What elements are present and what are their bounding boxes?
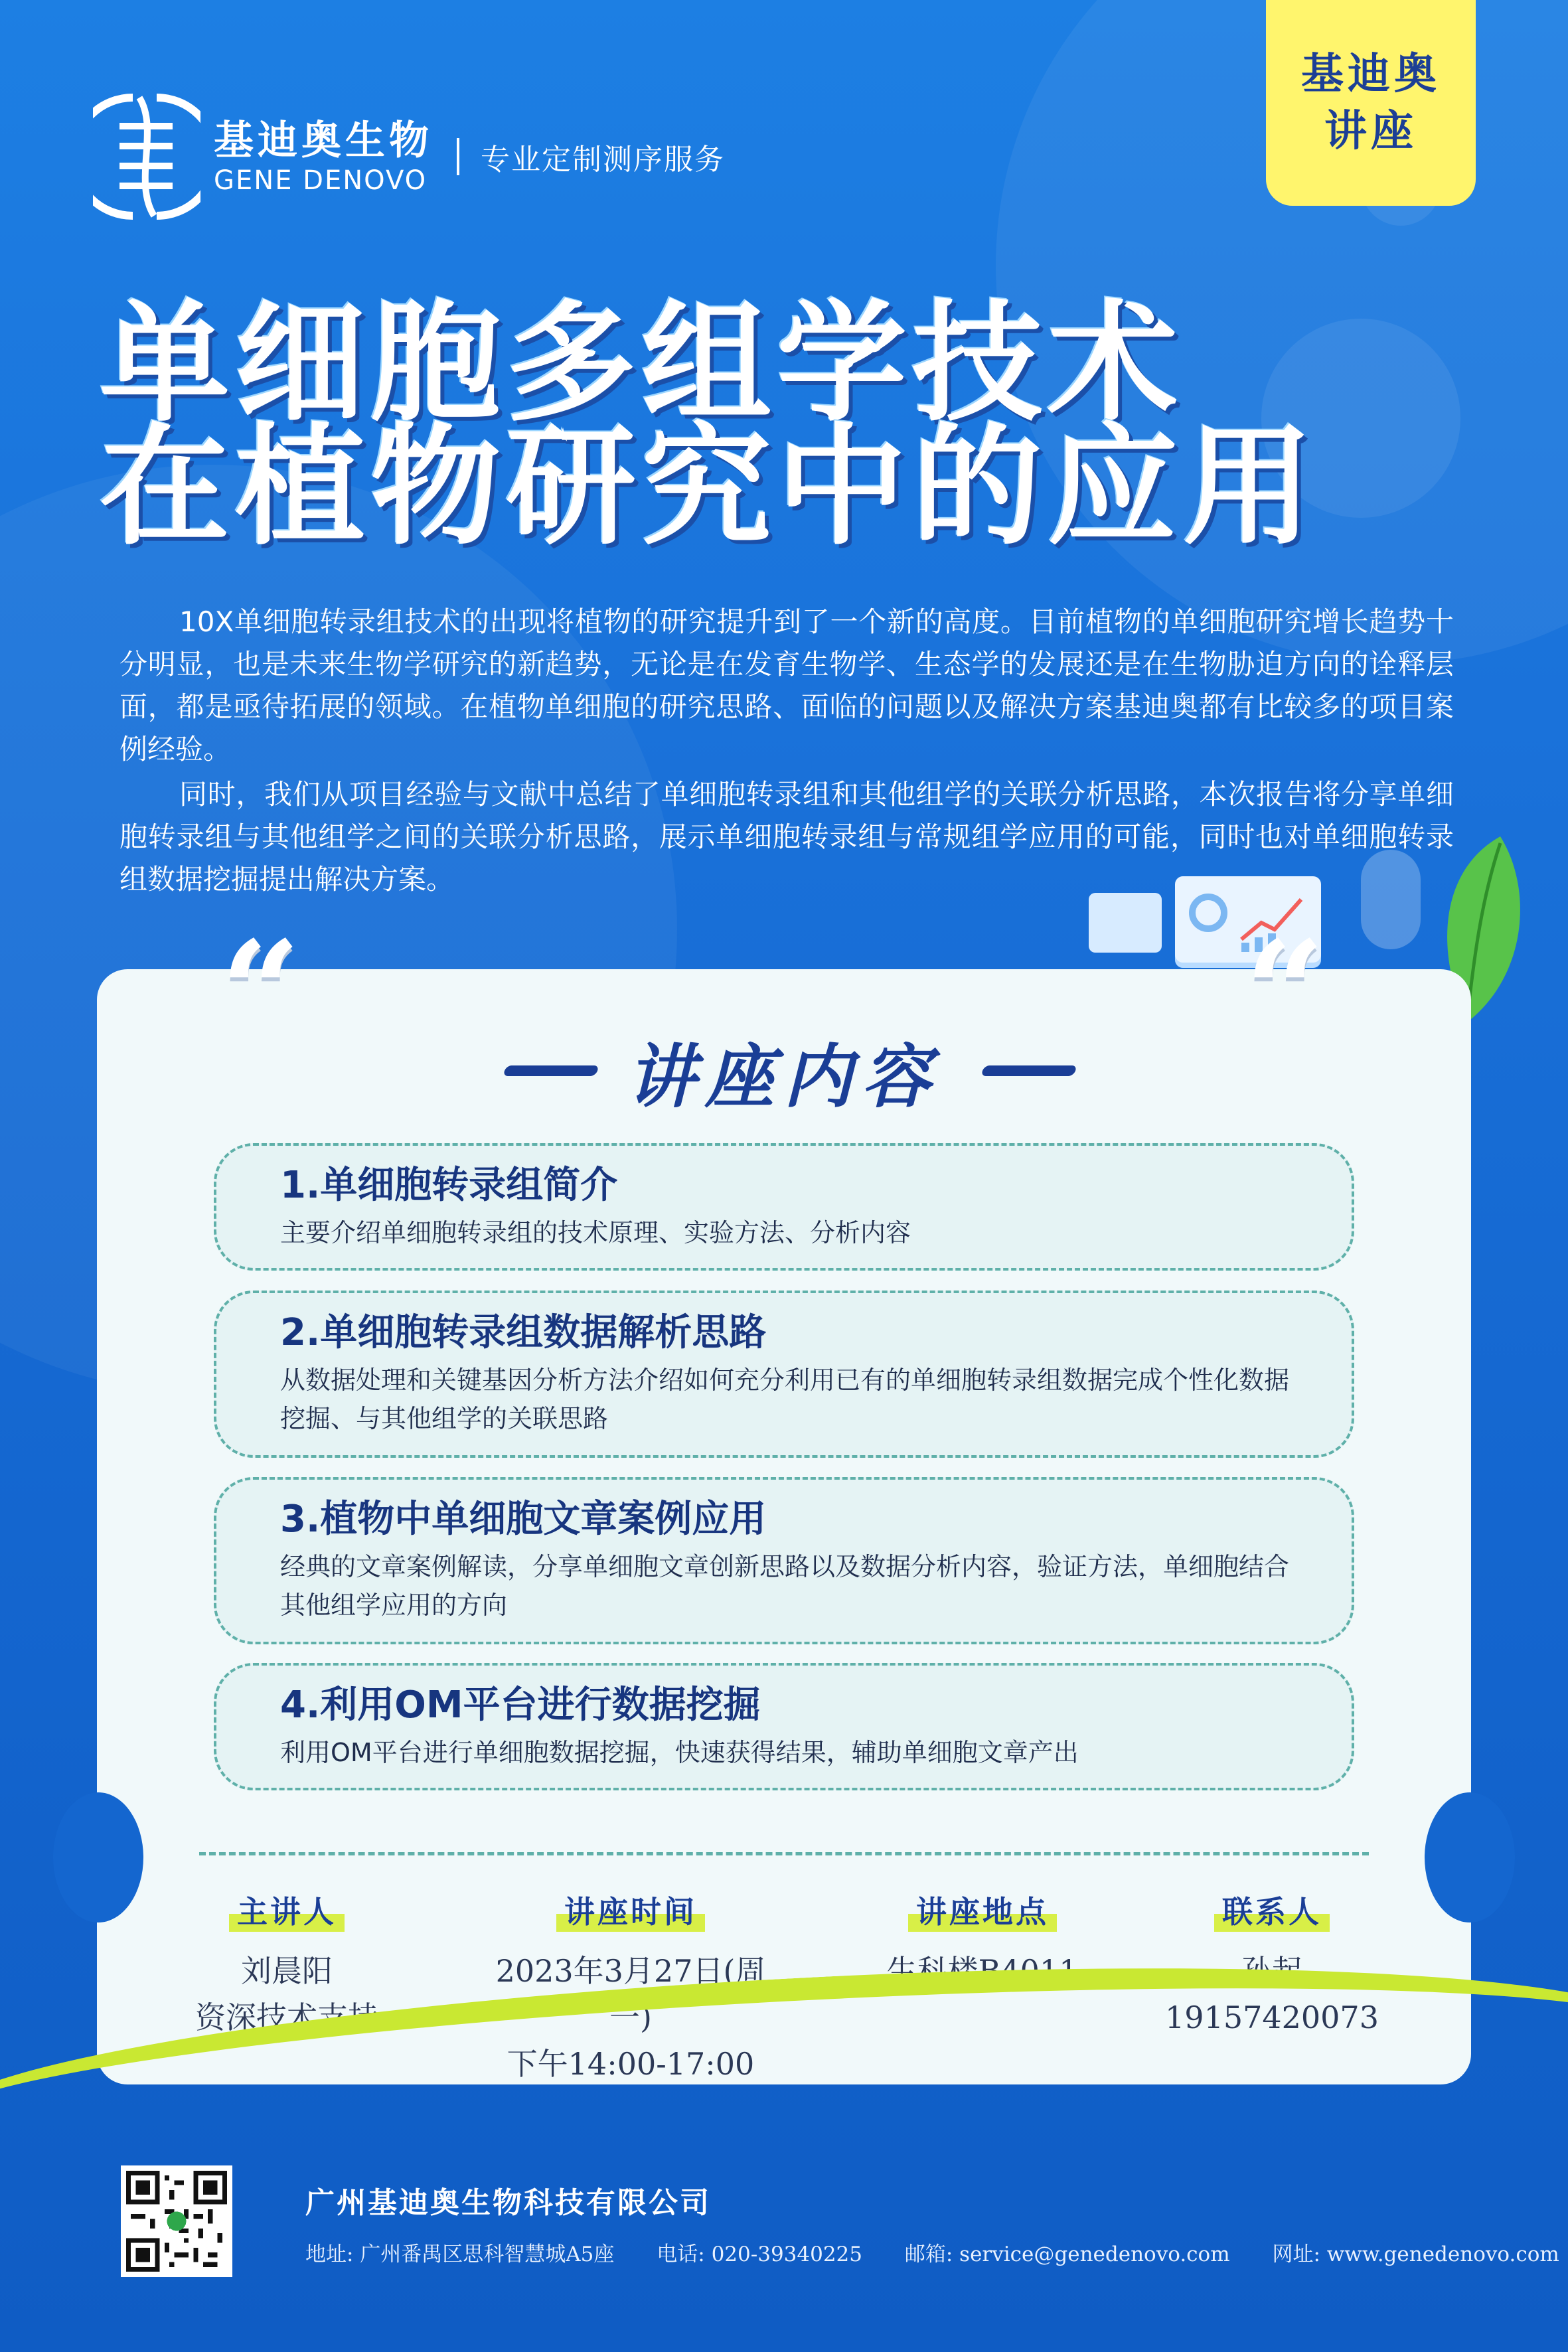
brand-name	[214, 117, 433, 196]
footer-contacts	[305, 2237, 1568, 2267]
footer-website[interactable]: 网址: www.genedenovo.com	[1272, 2242, 1559, 2266]
topic-item	[214, 1291, 1354, 1458]
lecture-hours: 下午14:00-17:00	[507, 2046, 755, 2082]
brand-name-cn: 基迪奥生物	[214, 118, 433, 164]
topic-description: 利用OM平台进行单细胞数据挖掘，快速获得结果，辅助单细胞文章产出	[280, 1738, 1079, 1767]
lecture-badge	[1266, 0, 1476, 206]
main-title-line2: 在植物研究中的应用	[100, 412, 1319, 563]
topic-title: 2.单细胞转录组数据解析思路	[280, 1311, 767, 1354]
footer-phone: 电话: 020-39340225	[657, 2242, 863, 2266]
chat-bubble-icon	[1089, 893, 1162, 953]
section-title: 讲座内容	[626, 1036, 940, 1117]
speaker-role: 资深技术支持	[195, 1999, 378, 2035]
intro-paragraph: 10X单细胞转录组技术的出现将植物的研究提升到了一个新的高度。目前植物的单细胞研究增长趋势十分明显，也是未来生物学研究的新趋势，无论是在发育生物学、生态学的发展还是在生物胁迫方向的诠释层面，都是亟待拓展的领域。在植物单细胞的研究思路、面临的问题以及解决方案基迪奥都有比较多的项目案例经验。	[119, 605, 1454, 765]
ticket-notch	[1425, 1792, 1515, 1922]
topic-description: 从数据处理和关键基因分析方法介绍如何充分利用已有的单细胞转录组数据完成个性化数据挖掘、与其他组学的关联思路	[280, 1366, 1290, 1433]
place-label: 讲座地点	[908, 1892, 1057, 1932]
intro-paragraph: 同时，我们从项目经验与文献中总结了单细胞转录组和其他组学的关联分析思路，本次报告将分享单细胞转录组与其他组学之间的关联分析思路，展示单细胞转录组与常规组学应用的可能，同时也对单细胞转录组数据挖掘提出解决方案。	[119, 778, 1454, 896]
speaker-name: 刘晨阳	[241, 1953, 333, 1989]
topic-item	[214, 1477, 1354, 1644]
quote-icon: “	[220, 910, 301, 1074]
contact-phone: 19157420073	[1165, 1999, 1379, 2035]
time-label: 讲座时间	[556, 1892, 705, 1932]
speaker-label: 主讲人	[229, 1892, 345, 1932]
badge-line1: 基迪奥	[1301, 50, 1441, 99]
ticket-notch	[53, 1792, 143, 1922]
topic-title: 4.利用OM平台进行数据挖掘	[280, 1684, 761, 1727]
topic-description: 经典的文章案例解读，分享单细胞文章创新思路以及数据分析内容，验证方法，单细胞结合其他组学应用的方向	[280, 1552, 1290, 1620]
company-name: 广州基迪奥生物科技有限公司	[305, 2186, 711, 2220]
contact-label: 联系人	[1214, 1892, 1330, 1932]
badge-line2: 讲座	[1324, 107, 1417, 156]
topic-item	[214, 1663, 1354, 1790]
gene-denovo-logo-icon	[93, 90, 200, 224]
topic-title: 1.单细胞转录组简介	[280, 1164, 618, 1207]
lecture-place: 生科楼B4011	[886, 1953, 1079, 1989]
footer-address: 地址: 广州番禺区思科智慧城A5座	[305, 2242, 615, 2266]
qr-code-icon[interactable]	[121, 2165, 232, 2277]
brand-divider	[457, 138, 459, 175]
main-title-line1: 单细胞多组学技术	[100, 288, 1184, 439]
footer-email[interactable]: 邮箱: service@genedenovo.com	[904, 2242, 1230, 2266]
brand-slogan: 专业定制测序服务	[481, 143, 725, 177]
contact-name: 孙起	[1241, 1953, 1302, 1989]
intro-text	[119, 601, 1454, 903]
lecture-date: 2023年3月27日(周一)	[495, 1953, 766, 2035]
brand-name-en: GENE DENOVO	[214, 165, 428, 196]
dashed-separator	[199, 1852, 1369, 1855]
topic-title: 3.植物中单细胞文章案例应用	[280, 1498, 767, 1541]
quote-icon: “	[1245, 910, 1325, 1074]
topic-item	[214, 1143, 1354, 1271]
topic-description: 主要介绍单细胞转录组的技术原理、实验方法、分析内容	[280, 1218, 911, 1247]
dna-icon	[1361, 850, 1421, 949]
brand-header	[93, 90, 725, 224]
